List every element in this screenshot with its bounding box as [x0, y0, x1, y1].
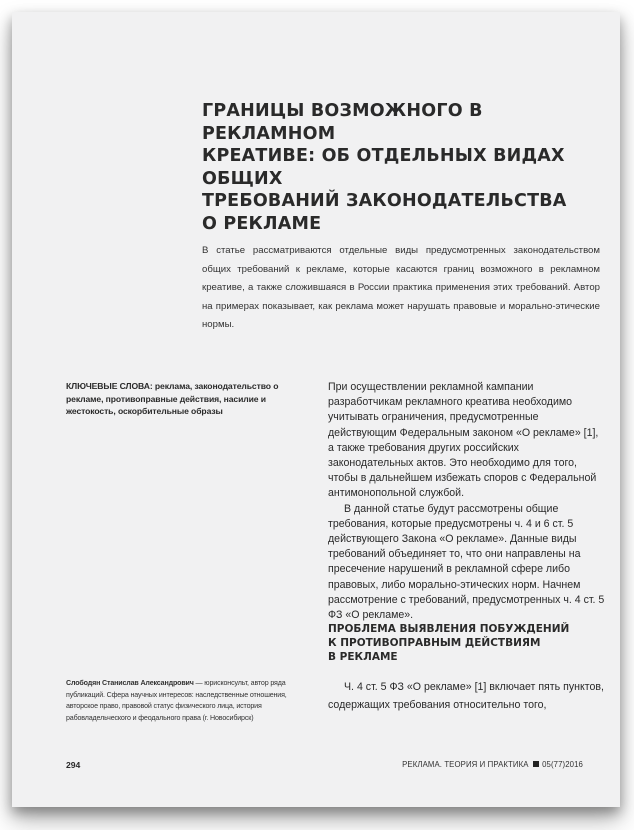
article-title-line: КРЕАТИВЕ: ОБ ОТДЕЛЬНЫХ ВИДАХ ОБЩИХ — [202, 146, 565, 189]
square-bullet-icon — [533, 761, 539, 767]
author-bio: — юрисконсульт, автор ряда публикаций. Сфера научных интересов: наследственные отношения, авторское право, правовой статус физического лица, история рабовладельческого и феодального права (г. Новосибирск) — [66, 679, 287, 722]
section-heading-line: К ПРОТИВОПРАВНЫМ ДЕЙСТВИЯМ — [328, 637, 541, 649]
page-number: 294 — [66, 760, 81, 770]
section-heading — [328, 622, 598, 664]
keywords-text: реклама, законодательство о рекламе, противоправные действия, насилие и жестокость, оскорбительные образы — [66, 381, 279, 416]
author-name: Слободян Станислав Александрович — [66, 679, 194, 687]
body-paragraph: В данной статье будут рассмотрены общие требования, которые предусмотрены ч. 4 и 6 ст. 5 действующего Закона «О рекламе». Данные виды требований объединяет то, что они направлены на пресечение нарушений в рекламной сфере либо правовых, либо морально-этических норм. Начнем рассмотрение с требований, предусмотренных ч. 4 ст. 5 ФЗ «О рекламе». — [328, 502, 605, 622]
document-page — [12, 12, 620, 807]
running-footer — [402, 760, 583, 769]
body-paragraph: При осуществлении рекламной кампании разработчикам рекламного креатива необходимо учитывать ограничения, предусмотренные действующим Федеральным законом «О рекламе» [1], а также требования других российских законодательных актов. Это необходимо для того, чтобы в дальнейшем избежать споров с Федеральной антимонопольной службой. — [328, 381, 599, 500]
article-title-line: ГРАНИЦЫ ВОЗМОЖНОГО В РЕКЛАМНОМ — [202, 101, 483, 144]
journal-name: РЕКЛАМА. ТЕОРИЯ И ПРАКТИКА — [402, 760, 529, 769]
author-note — [66, 678, 312, 724]
article-title — [202, 100, 602, 235]
section-paragraph: Ч. 4 ст. 5 ФЗ «О рекламе» [1] включает пять пунктов, содержащих требования относительно того, — [328, 681, 604, 711]
article-abstract: В статье рассматриваются отдельные виды предусмотренных законодательством общих требований к рекламе, которые касаются границ возможного в рекламном креативе, а также сложившаяся в России практика применения этих требований. Автор на примерах показывает, как реклама может нарушать правовые и морально-этические нормы. — [202, 245, 600, 331]
journal-issue: 05(77)2016 — [542, 760, 583, 769]
section-heading-line: В РЕКЛАМЕ — [328, 651, 398, 663]
article-title-line: О РЕКЛАМЕ — [202, 213, 322, 234]
keywords-label: КЛЮЧЕВЫЕ СЛОВА: — [66, 381, 153, 391]
body-column — [328, 380, 606, 623]
section-heading-line: ПРОБЛЕМА ВЫЯВЛЕНИЯ ПОБУЖДЕНИЙ — [328, 623, 570, 635]
article-title-line: ТРЕБОВАНИЙ ЗАКОНОДАТЕЛЬСТВА — [202, 191, 567, 211]
keywords — [66, 380, 306, 418]
